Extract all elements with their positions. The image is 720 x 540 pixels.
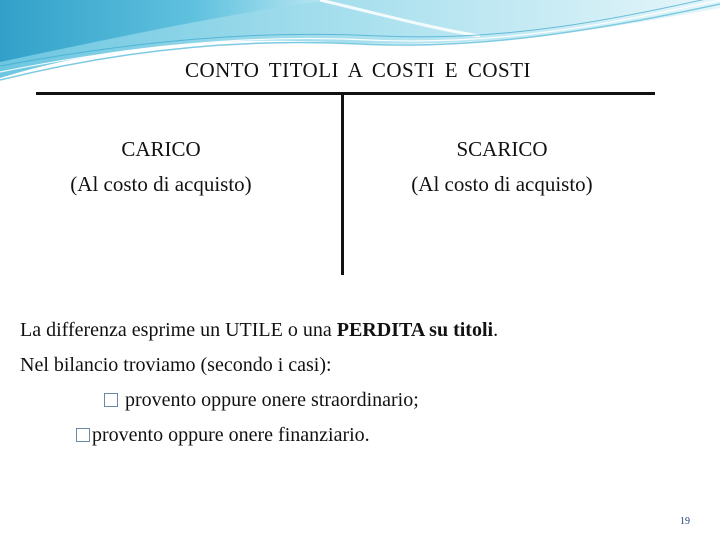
body-line-1-mid: o una xyxy=(282,319,337,341)
left-column-heading: CARICO xyxy=(121,137,201,161)
right-column-heading: SCARICO xyxy=(456,137,548,161)
page-number: 19 xyxy=(680,516,690,527)
bullet-item-text: provento oppure onere finanziario. xyxy=(92,424,370,446)
right-column xyxy=(380,132,624,202)
body-line-1 xyxy=(20,313,700,348)
perdita-term: PERDITA su titoli xyxy=(336,319,494,341)
t-account-horizontal-line xyxy=(36,92,655,95)
left-column-subheading: (Al costo di acquisto) xyxy=(70,172,252,196)
bullet-item-text: provento oppure onere straordinario; xyxy=(120,389,419,411)
square-bullet-icon xyxy=(104,393,118,407)
body-text xyxy=(20,313,700,453)
t-account-vertical-line xyxy=(341,95,344,275)
slide-title: CONTO TITOLI A COSTI E COSTI xyxy=(184,58,532,82)
left-column xyxy=(40,132,282,202)
bullet-item xyxy=(20,383,700,418)
body-line-1-suffix: . xyxy=(493,319,499,341)
right-column-subheading: (Al costo di acquisto) xyxy=(411,172,593,196)
bullet-item xyxy=(20,418,700,453)
square-bullet-icon xyxy=(76,428,90,442)
body-line-2: Nel bilancio troviamo (secondo i casi): xyxy=(20,354,332,376)
utile-term: UTILE xyxy=(225,319,283,341)
body-line-1-prefix: La differenza esprime un xyxy=(20,319,226,341)
